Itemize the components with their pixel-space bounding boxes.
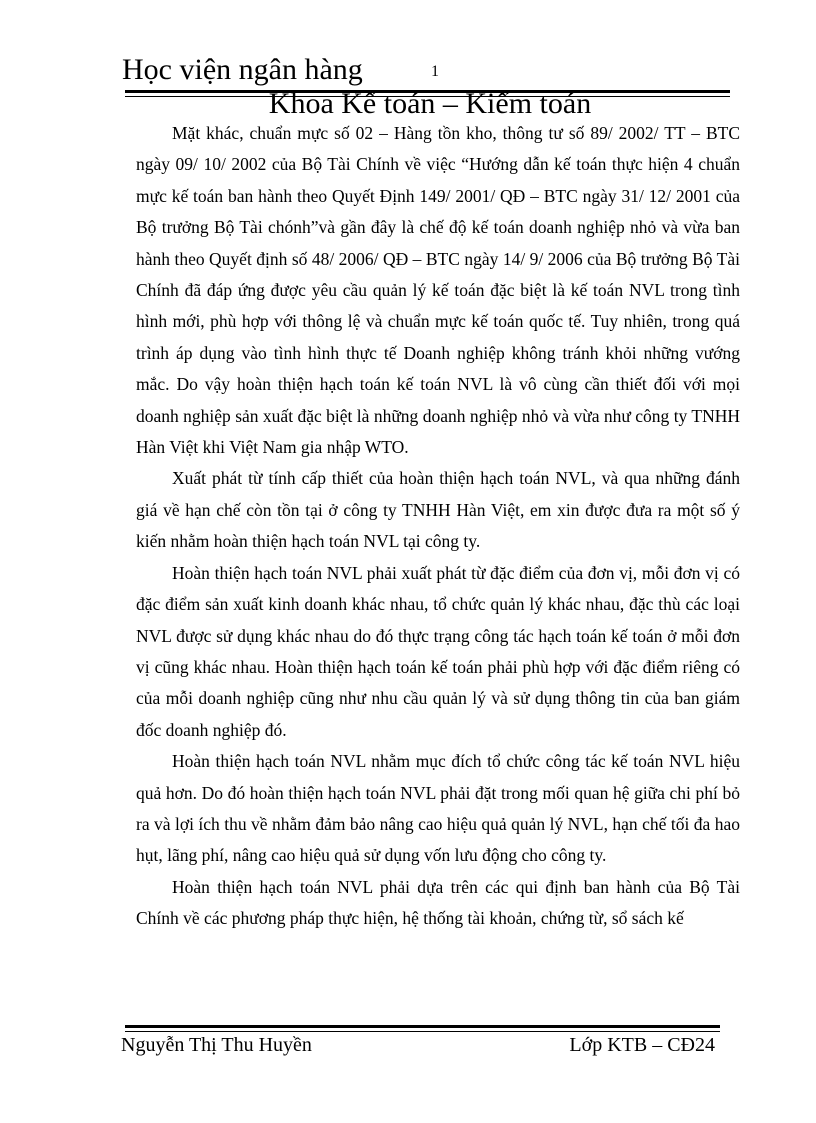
footer-author: Nguyễn Thị Thu Huyền bbox=[121, 1034, 312, 1056]
document-body bbox=[136, 118, 740, 935]
paragraph: Hoàn thiện hạch toán NVL phải dựa trên các qui định ban hành của Bộ Tài Chính về các phương pháp thực hiện, hệ thống tài khoản, chứng từ, sổ sách kế bbox=[136, 876, 740, 929]
header-institution: Học viện ngân hàng bbox=[122, 53, 363, 86]
page-number: 1 bbox=[431, 63, 439, 80]
paragraph: Hoàn thiện hạch toán NVL nhằm mục đích tổ chức công tác kế toán NVL hiệu quả hơn. Do đó hoàn thiện hạch toán NVL phải đặt trong mối quan hệ giữa chi phí bỏ ra và lợi ích thu về nhằm đảm bảo nâng cao hiệu quả quản lý NVL, hạn chế tối đa hao hụt, lãng phí, nâng cao hiệu quả sử dụng vốn lưu động cho công ty. bbox=[136, 751, 740, 866]
paragraph: Mặt khác, chuẩn mực số 02 – Hàng tồn kho, thông tư số 89/ 2002/ TT – BTC ngày 09/ 10/ 2002 của Bộ Tài Chính về việc “Hướng dẫn kế toán thực hiện 4 chuẩn mực kế toán ban hành theo Quyết Định 149/ 2001/ QĐ – BTC ngày 31/ 12/ 2001 của Bộ trưởng Bộ Tài chónh”và gần đây là chế độ kế toán doanh nghiệp nhỏ và vừa ban hành theo Quyết định số 48/ 2006/ QĐ – BTC ngày 14/ 9/ 2006 của Bộ trưởng Bộ Tài Chính đã đáp ứng được yêu cầu quản lý kế toán đặc biệt là kế toán NVL trong tình hình mới, phù hợp với thông lệ và chuẩn mực kế toán quốc tế. Tuy nhiên, trong quá trình áp dụng vào tình hình thực tế Doanh nghiệp không tránh khỏi những vướng mắc. Do vậy hoàn thiện hạch toán kế toán NVL là vô cùng cần thiết đối với mọi doanh nghiệp sản xuất đặc biệt là những doanh nghiệp nhỏ và vừa như công ty TNHH Hàn Việt khi Việt Nam gia nhập WTO. bbox=[136, 123, 740, 458]
header-department: Khoa Kế toán – Kiểm toán bbox=[268, 87, 592, 120]
paragraph: Xuất phát từ tính cấp thiết của hoàn thiện hạch toán NVL, và qua những đánh giá về hạn chế còn tồn tại ở công ty TNHH Hàn Việt, em xin được đưa ra một số ý kiến nhằm hoàn thiện hạch toán NVL tại công ty. bbox=[136, 468, 740, 552]
footer-rule bbox=[125, 1025, 720, 1032]
paragraph: Hoàn thiện hạch toán NVL phải xuất phát từ đặc điểm của đơn vị, mỗi đơn vị có đặc điểm sản xuất kinh doanh khác nhau, tổ chức quản lý khác nhau, đặc thù các loại NVL được sử dụng khác nhau do đó thực trạng công tác hạch toán kế toán ở mỗi đơn vị cũng khác nhau. Hoàn thiện hạch toán kế toán phải phù hợp với đặc điểm riêng có của mỗi doanh nghiệp cũng như nhu cầu quản lý và sử dụng thông tin của ban giám đốc doanh nghiệp đó. bbox=[136, 562, 740, 740]
footer-class: Lớp KTB – CĐ24 bbox=[569, 1034, 715, 1056]
